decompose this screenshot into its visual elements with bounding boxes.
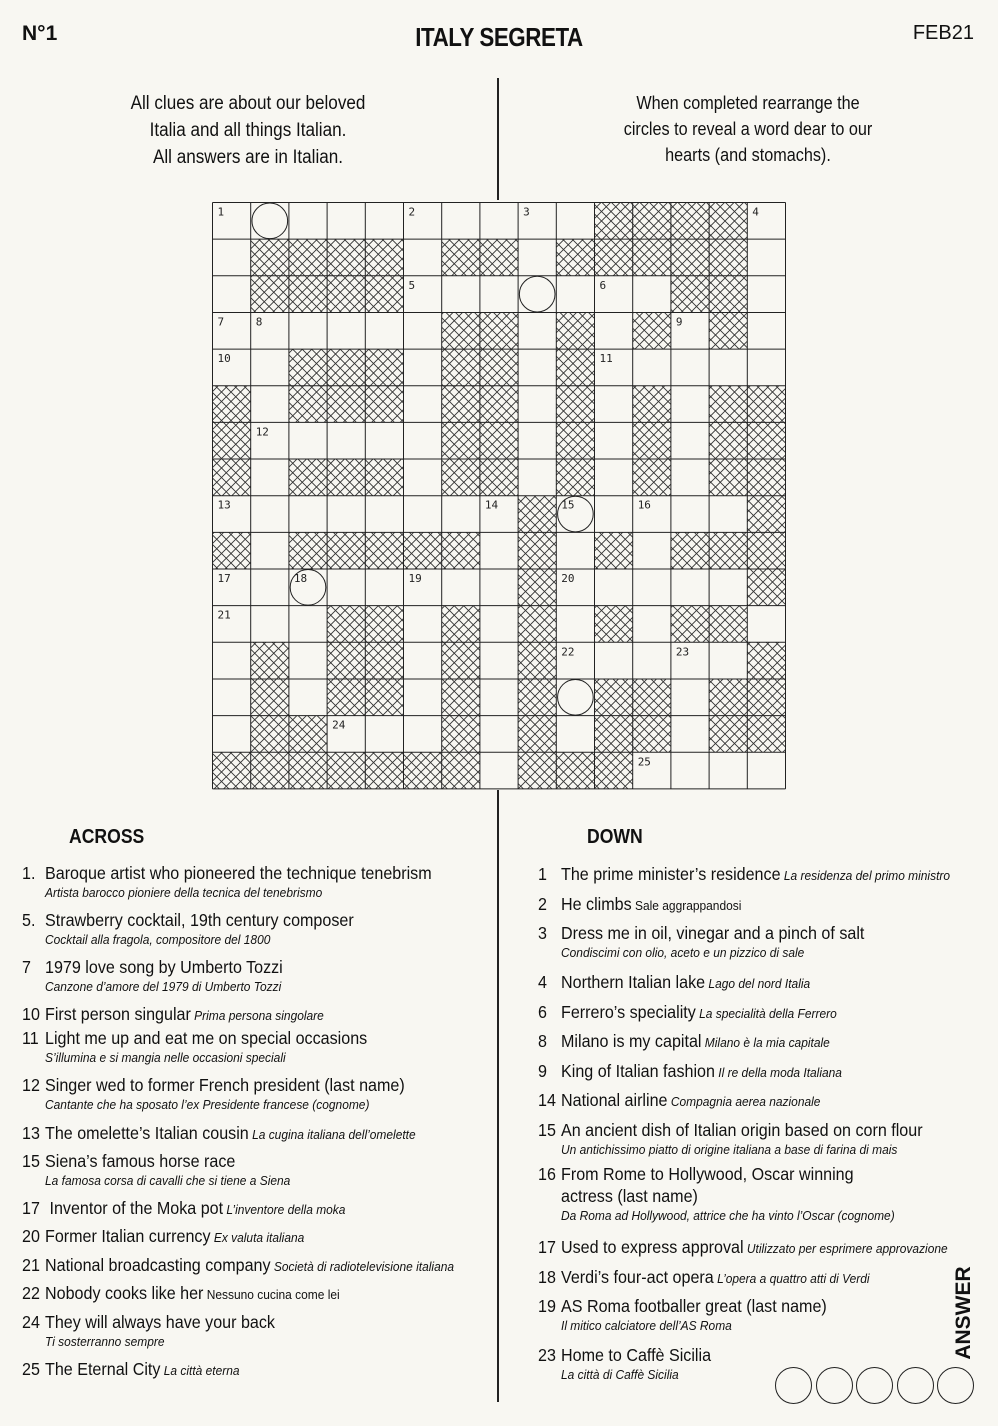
black-square xyxy=(595,606,633,643)
clue-item xyxy=(22,862,482,902)
clue-translation-inline: (last name) xyxy=(741,1296,827,1316)
black-square xyxy=(404,752,442,789)
black-square xyxy=(595,752,633,789)
clue-item xyxy=(538,1060,998,1084)
clue-text: The omelette’s Italian cousin xyxy=(45,1123,249,1143)
black-square xyxy=(671,203,709,240)
clue-num: 11 xyxy=(22,1028,39,1048)
clue-number: 13 xyxy=(217,498,231,512)
black-square xyxy=(365,386,403,423)
black-square xyxy=(633,203,671,240)
clue-item xyxy=(538,1001,998,1025)
black-square xyxy=(289,386,327,423)
clue-text: Northern Italian lake xyxy=(561,972,706,992)
clue-text: Inventor of the Moka pot xyxy=(45,1198,224,1218)
clue-translation-inline: Nessuno cucina come lei xyxy=(203,1287,340,1302)
clue-translation: Da Roma ad Hollywood, attrice che ha vinto l’Oscar (cognome) xyxy=(561,1208,895,1223)
clue-translation: La città di Caffè Sicilia xyxy=(561,1367,679,1382)
black-square xyxy=(747,422,785,459)
circled-cell[interactable] xyxy=(252,203,288,239)
black-square xyxy=(633,679,671,716)
clue-text: Dress me in oil, vinegar and a pinch of salt xyxy=(561,923,865,943)
black-square xyxy=(633,459,671,496)
black-square xyxy=(327,239,365,276)
clue-number: 9 xyxy=(675,315,683,329)
black-square xyxy=(327,459,365,496)
clue-translation-inline: Compagnia aerea nazionale xyxy=(667,1094,821,1109)
intro-line: hearts (and stomachs). xyxy=(665,145,831,165)
clue-item xyxy=(538,922,998,962)
clue-number: 10 xyxy=(217,352,231,366)
clue-text: Strawberry cocktail, 19th century composer xyxy=(45,910,354,930)
black-square xyxy=(289,752,327,789)
clue-num: 4 xyxy=(538,972,547,992)
clue-number: 25 xyxy=(637,755,651,769)
clue-num: 15 xyxy=(22,1151,40,1171)
black-square xyxy=(442,349,480,386)
clue-translation-inline: La città eterna xyxy=(160,1363,240,1378)
clue-number: 11 xyxy=(599,352,613,366)
black-square xyxy=(556,422,594,459)
black-square xyxy=(709,679,747,716)
black-square xyxy=(251,239,289,276)
clue-number: 16 xyxy=(637,498,651,512)
clue-num: 22 xyxy=(22,1283,40,1303)
clue-item xyxy=(538,863,998,887)
black-square xyxy=(404,532,442,569)
issue-number: N°1 xyxy=(22,22,58,45)
black-square xyxy=(747,642,785,679)
black-square xyxy=(213,459,251,496)
black-square xyxy=(633,386,671,423)
black-square xyxy=(709,716,747,753)
black-square xyxy=(556,459,594,496)
black-square xyxy=(442,642,480,679)
black-square xyxy=(251,679,289,716)
black-square xyxy=(327,642,365,679)
clue-number: 21 xyxy=(217,608,231,622)
clue-translation-inline: La specialità della Ferrero xyxy=(695,1006,837,1021)
clue-num: 2 xyxy=(538,894,547,914)
clue-num: 18 xyxy=(538,1267,556,1287)
clue-number: 23 xyxy=(675,645,690,659)
black-square xyxy=(671,606,709,643)
clue-translation-inline: L’opera a quattro atti di Verdi xyxy=(713,1271,870,1286)
black-square xyxy=(442,606,480,643)
clue-text-continued: actress (last name) xyxy=(561,1186,698,1206)
intro-line: All answers are in Italian. xyxy=(152,147,344,168)
black-square xyxy=(709,312,747,349)
black-square xyxy=(747,496,785,533)
clue-number: 20 xyxy=(561,572,575,585)
black-square xyxy=(365,459,403,496)
black-square xyxy=(442,459,480,496)
answer-label: ANSWER xyxy=(952,1266,975,1360)
intro-line: Italia and all things Italian. xyxy=(149,120,347,141)
clue-number: 19 xyxy=(408,572,422,585)
clue-number: 8 xyxy=(255,315,263,329)
black-square xyxy=(251,276,289,313)
black-square xyxy=(289,276,327,313)
clue-item xyxy=(22,1150,482,1190)
clue-text: Nobody cooks like her xyxy=(45,1283,204,1303)
black-square xyxy=(556,349,594,386)
black-square xyxy=(595,239,633,276)
black-square xyxy=(556,312,594,349)
black-square xyxy=(518,496,556,533)
clue-text: First person singular xyxy=(45,1004,191,1024)
clue-num: 10 xyxy=(22,1004,40,1024)
clue-text: Singer wed to former French president (last name) xyxy=(45,1075,405,1095)
clue-translation-inline: Il re della moda Italiana xyxy=(714,1065,842,1080)
black-square xyxy=(327,679,365,716)
clue-number: 7 xyxy=(217,315,225,329)
across-heading: ACROSS xyxy=(69,826,145,848)
clue-text: National broadcasting company xyxy=(45,1255,271,1275)
clue-translation: Condiscimi con olio, aceto e un pizzico di sale xyxy=(561,945,805,960)
black-square xyxy=(556,752,594,789)
black-square xyxy=(365,532,403,569)
black-square xyxy=(442,239,480,276)
black-square xyxy=(327,386,365,423)
clue-translation: Ti sosterranno sempre xyxy=(45,1334,165,1349)
clue-text: Former Italian currency xyxy=(45,1226,211,1246)
clue-num: 6 xyxy=(538,1002,547,1022)
intro-line: All clues are about our beloved xyxy=(130,93,366,114)
clue-translation: Artista barocco pioniere della tecnica del tenebrismo xyxy=(45,885,323,900)
clue-number: 17 xyxy=(217,572,231,585)
answer-circle[interactable] xyxy=(775,1367,812,1404)
black-square xyxy=(327,532,365,569)
clue-item xyxy=(538,971,998,995)
clue-num: 8 xyxy=(538,1031,547,1051)
black-square xyxy=(633,312,671,349)
black-square xyxy=(213,422,251,459)
clue-number: 6 xyxy=(599,278,607,292)
clue-text: The Eternal City xyxy=(45,1359,161,1379)
black-square xyxy=(442,752,480,789)
black-square xyxy=(480,349,518,386)
black-square xyxy=(289,349,327,386)
clue-num: 24 xyxy=(22,1312,40,1332)
black-square xyxy=(480,312,518,349)
black-square xyxy=(556,239,594,276)
clue-num: 17 xyxy=(538,1237,556,1257)
clue-text: National airline xyxy=(561,1090,668,1110)
clue-text: Ferrero’s speciality xyxy=(561,1002,696,1022)
divider-top xyxy=(497,78,499,200)
clue-num: 25 xyxy=(22,1359,40,1379)
black-square xyxy=(709,203,747,240)
clue-text: An ancient dish of Italian origin based on corn flour xyxy=(561,1120,923,1140)
clue-num: 12 xyxy=(22,1075,40,1095)
black-square xyxy=(480,386,518,423)
black-square xyxy=(595,203,633,240)
black-square xyxy=(518,679,556,716)
black-square xyxy=(671,532,709,569)
black-square xyxy=(365,606,403,643)
clue-num: 14 xyxy=(538,1090,556,1110)
intro-line: When completed rearrange the xyxy=(636,93,860,113)
clue-num: 21 xyxy=(22,1255,40,1275)
clue-number: 14 xyxy=(484,498,499,512)
clue-translation: S’illumina e si mangia nelle occasioni speciali xyxy=(45,1050,286,1065)
clue-text: From Rome to Hollywood, Oscar winning xyxy=(561,1164,854,1184)
clue-translation-inline: Società di radiotelevisione italiana xyxy=(270,1259,455,1274)
clue-item xyxy=(22,1311,482,1351)
intro-right xyxy=(613,90,883,168)
clue-translation-inline: La cugina italiana dell’omelette xyxy=(248,1127,416,1142)
black-square xyxy=(518,532,556,569)
clue-item xyxy=(22,956,482,996)
black-square xyxy=(251,716,289,753)
black-square xyxy=(289,716,327,753)
black-square xyxy=(518,606,556,643)
clue-num: 3 xyxy=(538,923,547,943)
clue-translation-inline: Prima persona singolare xyxy=(190,1008,324,1023)
black-square xyxy=(251,642,289,679)
clue-item xyxy=(538,893,998,917)
black-square xyxy=(709,532,747,569)
clue-number: 18 xyxy=(293,572,308,585)
black-square xyxy=(442,386,480,423)
black-square xyxy=(442,532,480,569)
clue-number: 1 xyxy=(217,205,225,219)
black-square xyxy=(365,276,403,313)
divider-bottom xyxy=(497,790,499,1402)
clue-text: 1979 love song by Umberto Tozzi xyxy=(45,957,283,977)
clue-item xyxy=(22,1122,482,1146)
black-square xyxy=(480,422,518,459)
black-square xyxy=(442,679,480,716)
black-square xyxy=(289,459,327,496)
clue-num: 17 xyxy=(22,1198,40,1218)
black-square xyxy=(213,532,251,569)
clue-item xyxy=(538,1266,998,1290)
clue-text: Milano is my capital xyxy=(561,1031,702,1051)
clue-num: 23 xyxy=(538,1345,556,1365)
down-heading: DOWN xyxy=(587,826,643,848)
clue-item xyxy=(22,909,482,949)
clue-text: They will always have your back xyxy=(45,1312,275,1332)
black-square xyxy=(327,276,365,313)
black-square xyxy=(518,716,556,753)
clue-num: 9 xyxy=(538,1061,547,1081)
clue-translation: Cantante che ha sposato l’ex Presidente francese (cognome) xyxy=(45,1097,370,1112)
clue-item xyxy=(22,1074,482,1114)
clue-text: The prime minister’s residence xyxy=(561,864,781,884)
clue-translation: Un antichissimo piatto di origine italiana a base di farina di mais xyxy=(561,1142,898,1157)
black-square xyxy=(251,752,289,789)
answer-circle[interactable] xyxy=(897,1367,934,1404)
black-square xyxy=(518,642,556,679)
clue-number: 2 xyxy=(408,205,416,219)
black-square xyxy=(365,679,403,716)
clue-item xyxy=(22,1282,482,1306)
black-square xyxy=(442,716,480,753)
clue-text: He climbs xyxy=(561,894,632,914)
clue-translation-inline: Lago del nord Italia xyxy=(705,976,811,991)
intro-left xyxy=(113,90,383,171)
clue-text: Verdi’s four-act opera xyxy=(561,1267,714,1287)
black-square xyxy=(595,532,633,569)
clue-text: Baroque artist who pioneered the technique tenebrism xyxy=(45,863,432,883)
clue-translation-inline: L’inventore della moka xyxy=(223,1202,346,1217)
clue-text: AS Roma footballer great xyxy=(561,1296,742,1316)
black-square xyxy=(556,386,594,423)
clue-number: 24 xyxy=(332,718,346,732)
clue-text: Home to Caffè Sicilia xyxy=(561,1345,712,1365)
black-square xyxy=(709,459,747,496)
clue-num: 16 xyxy=(538,1164,556,1184)
black-square xyxy=(365,239,403,276)
clue-item xyxy=(22,1197,482,1221)
intro-line: circles to reveal a word dear to our xyxy=(623,119,873,139)
clue-item xyxy=(22,1027,482,1067)
crossword-grid[interactable] xyxy=(212,202,786,790)
clue-num: 5. xyxy=(22,910,36,930)
clue-num: 15 xyxy=(538,1120,556,1140)
clue-text: Siena’s famous horse race xyxy=(45,1151,236,1171)
black-square xyxy=(747,386,785,423)
clue-num: 7 xyxy=(22,957,31,977)
black-square xyxy=(365,349,403,386)
black-square xyxy=(747,459,785,496)
black-square xyxy=(327,349,365,386)
clue-translation-inline: Utilizzato per esprimere approvazione xyxy=(743,1241,948,1256)
black-square xyxy=(213,386,251,423)
clue-translation: Canzone d’amore del 1979 di Umberto Tozzi xyxy=(45,979,282,994)
clue-text: King of Italian fashion xyxy=(561,1061,715,1081)
clue-item xyxy=(538,1089,998,1113)
black-square xyxy=(327,752,365,789)
black-square xyxy=(595,716,633,753)
clue-text: Light me up and eat me on special occasions xyxy=(45,1028,368,1048)
clue-translation-inline: La residenza del primo ministro xyxy=(780,868,951,883)
clue-item xyxy=(538,1236,998,1260)
clue-number: 5 xyxy=(408,278,416,292)
black-square xyxy=(365,642,403,679)
clue-item xyxy=(538,1295,998,1335)
clue-translation: Il mitico calciatore dell’AS Roma xyxy=(561,1318,732,1333)
clue-number: 3 xyxy=(523,205,530,219)
circled-cell[interactable] xyxy=(558,679,594,715)
issue-date: FEB21 xyxy=(912,22,974,44)
black-square xyxy=(747,569,785,606)
clue-num: 13 xyxy=(22,1123,40,1143)
page-title: ITALY SEGRETA xyxy=(415,22,583,52)
clue-translation: La famosa corsa di cavalli che si tiene a Siena xyxy=(45,1173,291,1188)
clue-translation: Cocktail alla fragola, compositore del 1800 xyxy=(45,932,271,947)
clue-item xyxy=(22,1003,482,1027)
clue-number: 22 xyxy=(561,645,575,659)
clue-num: 1. xyxy=(22,863,36,883)
clue-text: Used to express approval xyxy=(561,1237,744,1257)
answer-circle[interactable] xyxy=(937,1367,974,1404)
black-square xyxy=(671,276,709,313)
clue-item xyxy=(538,1030,998,1054)
clue-number: 4 xyxy=(752,205,759,219)
clue-number: 15 xyxy=(561,498,575,512)
clue-num: 1 xyxy=(538,864,547,884)
black-square xyxy=(747,532,785,569)
clue-item xyxy=(22,1254,482,1278)
black-square xyxy=(442,312,480,349)
answer-circle[interactable] xyxy=(816,1367,853,1404)
black-square xyxy=(480,459,518,496)
black-square xyxy=(633,716,671,753)
black-square xyxy=(595,679,633,716)
clue-item xyxy=(22,1225,482,1249)
answer-circle[interactable] xyxy=(856,1367,893,1404)
black-square xyxy=(480,239,518,276)
black-square xyxy=(365,752,403,789)
black-square xyxy=(213,752,251,789)
black-square xyxy=(633,422,671,459)
black-square xyxy=(518,569,556,606)
black-square xyxy=(442,422,480,459)
black-square xyxy=(747,679,785,716)
black-square xyxy=(709,276,747,313)
clue-translation-inline: Ex valuta italiana xyxy=(210,1230,305,1245)
black-square xyxy=(289,239,327,276)
black-square xyxy=(709,606,747,643)
clue-translation-inline: Milano è la mia capitale xyxy=(701,1035,830,1050)
clue-number: 12 xyxy=(255,425,269,439)
black-square xyxy=(289,532,327,569)
black-square xyxy=(709,386,747,423)
black-square xyxy=(709,422,747,459)
clue-item xyxy=(538,1163,998,1225)
black-square xyxy=(518,752,556,789)
clue-item xyxy=(22,1358,482,1382)
black-square xyxy=(327,606,365,643)
clue-num: 20 xyxy=(22,1226,40,1246)
clue-item xyxy=(538,1119,998,1159)
circled-cell[interactable] xyxy=(519,276,555,312)
black-square xyxy=(633,239,671,276)
black-square xyxy=(747,716,785,753)
clue-translation-inline: Sale aggrappandosi xyxy=(631,898,742,913)
clue-num: 19 xyxy=(538,1296,556,1316)
black-square xyxy=(671,239,709,276)
black-square xyxy=(709,239,747,276)
